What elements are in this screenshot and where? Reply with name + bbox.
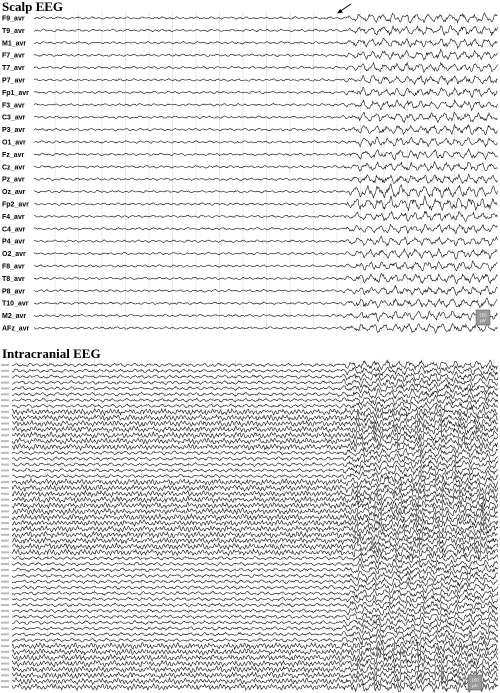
scalp-trace-T9_avr xyxy=(34,26,497,36)
scalp-trace-F9_avr xyxy=(34,13,497,23)
ieeg-channel-label xyxy=(1,604,9,606)
ieeg-trace-47 xyxy=(12,629,498,639)
scalp-trace-Fz_avr xyxy=(34,149,497,160)
scalp-scale-bar xyxy=(476,310,490,325)
ieeg-channel-label xyxy=(1,540,9,542)
ieeg-trace-49 xyxy=(12,640,498,651)
ieeg-trace-52 xyxy=(12,659,498,670)
scalp-trace-P8_avr xyxy=(34,286,497,296)
ieeg-channel-label xyxy=(1,417,9,419)
scalp-channel-label: T9_avr xyxy=(2,27,25,35)
ieeg-channel-label xyxy=(1,639,9,641)
scalp-channel-label: O2_avr xyxy=(2,251,26,259)
ieeg-channel-label xyxy=(1,464,9,466)
ieeg-trace-4 xyxy=(12,378,498,388)
ieeg-channel-label xyxy=(1,423,9,425)
ieeg-trace-43 xyxy=(12,605,498,616)
ieeg-channel-label xyxy=(1,510,9,512)
ieeg-channel-label xyxy=(1,610,9,612)
ieeg-channel-label xyxy=(1,592,9,594)
ieeg-trace-19 xyxy=(12,465,498,475)
scalp-channel-label: Fp2_avr xyxy=(2,201,29,209)
scalp-channel-label: M1_avr xyxy=(2,40,27,48)
ieeg-channel-label xyxy=(1,505,9,507)
scalp-channel-label: P3_avr xyxy=(2,127,25,135)
scalp-channel-label: T7_avr xyxy=(2,65,25,73)
ieeg-channel-label xyxy=(1,563,9,565)
scalp-channel-label: F3_avr xyxy=(2,102,25,110)
ieeg-trace-42 xyxy=(12,601,498,610)
scalp-trace-F3_avr xyxy=(34,100,497,111)
ieeg-trace-48 xyxy=(12,635,498,646)
ieeg-trace-32 xyxy=(12,541,498,553)
ieeg-trace-15 xyxy=(12,442,498,453)
scale-bar-value: 150 xyxy=(479,312,487,318)
ieeg-channel-label xyxy=(1,551,9,553)
ieeg-channel-label xyxy=(1,575,9,577)
scalp-trace-Cz_avr xyxy=(34,162,497,171)
ieeg-trace-27 xyxy=(12,510,498,523)
scalp-channel-label: Pz_avr xyxy=(2,176,25,184)
scalp-channel-label: T10_avr xyxy=(2,300,29,308)
scalp-trace-F7_avr xyxy=(34,49,497,60)
scalp-eeg-chart xyxy=(0,0,500,340)
scalp-channel-label: Cz_avr xyxy=(2,164,25,172)
ieeg-trace-28 xyxy=(12,517,498,529)
scalp-trace-M2_avr xyxy=(34,311,497,321)
ieeg-channel-label xyxy=(1,481,9,483)
ieeg-channel-label xyxy=(1,387,9,389)
scalp-trace-M1_avr xyxy=(34,39,497,49)
ieeg-trace-26 xyxy=(12,505,498,517)
ieeg-trace-38 xyxy=(12,577,498,587)
ieeg-channel-label xyxy=(1,545,9,547)
scale-bar-unit: µV xyxy=(472,683,478,688)
ieeg-channel-label xyxy=(1,440,9,442)
ieeg-trace-34 xyxy=(12,554,498,563)
scalp-trace-AFz_avr xyxy=(34,323,497,333)
scalp-trace-Fp2_avr xyxy=(34,196,497,211)
scalp-channel-label: F9_avr xyxy=(2,15,25,23)
scalp-trace-O1_avr xyxy=(34,137,497,147)
ieeg-channel-label xyxy=(1,581,9,583)
ieeg-channel-label xyxy=(1,633,9,635)
ieeg-channel-label xyxy=(1,399,9,401)
ieeg-channel-label xyxy=(1,534,9,536)
ieeg-channel-label xyxy=(1,528,9,530)
scalp-trace-P7_avr xyxy=(34,75,497,84)
ieeg-channel-label xyxy=(1,668,9,670)
scalp-channel-label: F4_avr xyxy=(2,213,25,221)
scalp-traces xyxy=(34,13,497,333)
scalp-trace-P4_avr xyxy=(34,236,497,246)
ieeg-channel-label xyxy=(1,516,9,518)
ieeg-trace-13 xyxy=(12,430,498,441)
ieeg-channel-label xyxy=(1,376,9,378)
ieeg-channel-label xyxy=(1,680,9,682)
ieeg-channel-label-ticks xyxy=(1,364,9,688)
scalp-channel-labels xyxy=(2,16,30,333)
intracranial-eeg-chart xyxy=(0,345,500,693)
ieeg-trace-31 xyxy=(12,535,498,546)
ieeg-trace-20 xyxy=(12,471,498,482)
ieeg-channel-label xyxy=(1,428,9,430)
scalp-channel-label: Oz_avr xyxy=(2,189,26,197)
ieeg-trace-1 xyxy=(12,360,498,370)
intracranial-eeg-panel xyxy=(0,345,500,693)
ieeg-channel-label xyxy=(1,405,9,407)
ieeg-channel-label xyxy=(1,686,9,688)
ieeg-channel-label xyxy=(1,434,9,436)
scalp-trace-T7_avr xyxy=(34,63,497,73)
scalp-trace-F4_avr xyxy=(34,211,497,221)
ieeg-channel-label xyxy=(1,522,9,524)
scalp-trace-O2_avr xyxy=(34,249,497,260)
seizure-onset-arrow xyxy=(337,4,351,14)
scalp-trace-T8_avr xyxy=(34,274,497,284)
ieeg-channel-label xyxy=(1,499,9,501)
intracranial-eeg-title: Intracranial EEG xyxy=(2,346,101,361)
scalp-channel-label: P7_avr xyxy=(2,77,25,85)
scalp-channel-label: O1_avr xyxy=(2,139,26,147)
scalp-channel-label: C4_avr xyxy=(2,226,26,234)
ieeg-trace-7 xyxy=(12,395,498,405)
scalp-trace-F8_avr xyxy=(34,261,497,271)
ieeg-channel-label xyxy=(1,627,9,629)
ieeg-channel-label xyxy=(1,411,9,413)
scalp-trace-Oz_avr xyxy=(34,184,497,198)
scalp-trace-T10_avr xyxy=(34,298,497,308)
ieeg-channel-label xyxy=(1,616,9,618)
ieeg-channel-label xyxy=(1,393,9,395)
scale-bar-value: 150 xyxy=(471,677,479,683)
scale-bar-unit: µV xyxy=(480,318,486,323)
ieeg-trace-39 xyxy=(12,582,498,593)
ieeg-channel-label xyxy=(1,657,9,659)
scalp-channel-label: Fz_avr xyxy=(2,151,25,159)
ieeg-trace-35 xyxy=(12,558,498,569)
scalp-trace-C4_avr xyxy=(34,224,497,233)
scalp-eeg-panel xyxy=(0,0,500,340)
ieeg-channel-label xyxy=(1,364,9,366)
ieeg-trace-40 xyxy=(12,589,498,599)
ieeg-trace-30 xyxy=(12,529,498,541)
scalp-trace-C3_avr xyxy=(34,112,497,122)
scalp-trace-Pz_avr xyxy=(34,174,497,183)
scalp-channel-label: P8_avr xyxy=(2,288,25,296)
scalp-channel-label: M2_avr xyxy=(2,313,27,321)
ieeg-channel-label xyxy=(1,370,9,372)
ieeg-trace-10 xyxy=(12,411,498,424)
scalp-channel-label: Fp1_avr xyxy=(2,89,29,97)
ieeg-trace-45 xyxy=(12,617,498,627)
ieeg-channel-label xyxy=(1,622,9,624)
ieeg-channel-label xyxy=(1,569,9,571)
ieeg-channel-label xyxy=(1,446,9,448)
ieeg-channel-label xyxy=(1,651,9,653)
ieeg-channel-label xyxy=(1,487,9,489)
ieeg-channel-label xyxy=(1,458,9,460)
ieeg-channel-label xyxy=(1,475,9,477)
scalp-trace-Fp1_avr xyxy=(34,87,497,97)
ieeg-channel-label xyxy=(1,452,9,454)
ieeg-channel-label xyxy=(1,586,9,588)
ieeg-channel-label xyxy=(1,645,9,647)
ieeg-trace-14 xyxy=(12,436,498,447)
ieeg-scale-bar xyxy=(468,675,482,690)
scalp-channel-label: AFz_avr xyxy=(2,325,30,333)
scalp-trace-P3_avr xyxy=(34,125,497,135)
scalp-channel-label: T8_avr xyxy=(2,275,25,283)
scalp-eeg-title: Scalp EEG xyxy=(2,0,64,14)
ieeg-channel-label xyxy=(1,598,9,600)
scalp-channel-label: C3_avr xyxy=(2,114,26,122)
ieeg-channel-label xyxy=(1,493,9,495)
ieeg-trace-46 xyxy=(12,624,498,634)
ieeg-channel-label xyxy=(1,382,9,384)
ieeg-channel-label xyxy=(1,469,9,471)
scalp-channel-label: F8_avr xyxy=(2,263,25,271)
ieeg-channel-label xyxy=(1,674,9,676)
ieeg-trace-41 xyxy=(12,595,498,604)
scalp-channel-label: P4_avr xyxy=(2,238,25,246)
ieeg-traces xyxy=(12,360,498,692)
ieeg-channel-label xyxy=(1,663,9,665)
ieeg-channel-label xyxy=(1,557,9,559)
scalp-channel-label: F7_avr xyxy=(2,52,25,60)
ieeg-trace-17 xyxy=(12,454,498,464)
ieeg-trace-56 xyxy=(12,682,498,693)
scalp-grid xyxy=(55,12,478,332)
ieeg-trace-16 xyxy=(12,448,498,459)
ieeg-trace-55 xyxy=(12,675,498,688)
